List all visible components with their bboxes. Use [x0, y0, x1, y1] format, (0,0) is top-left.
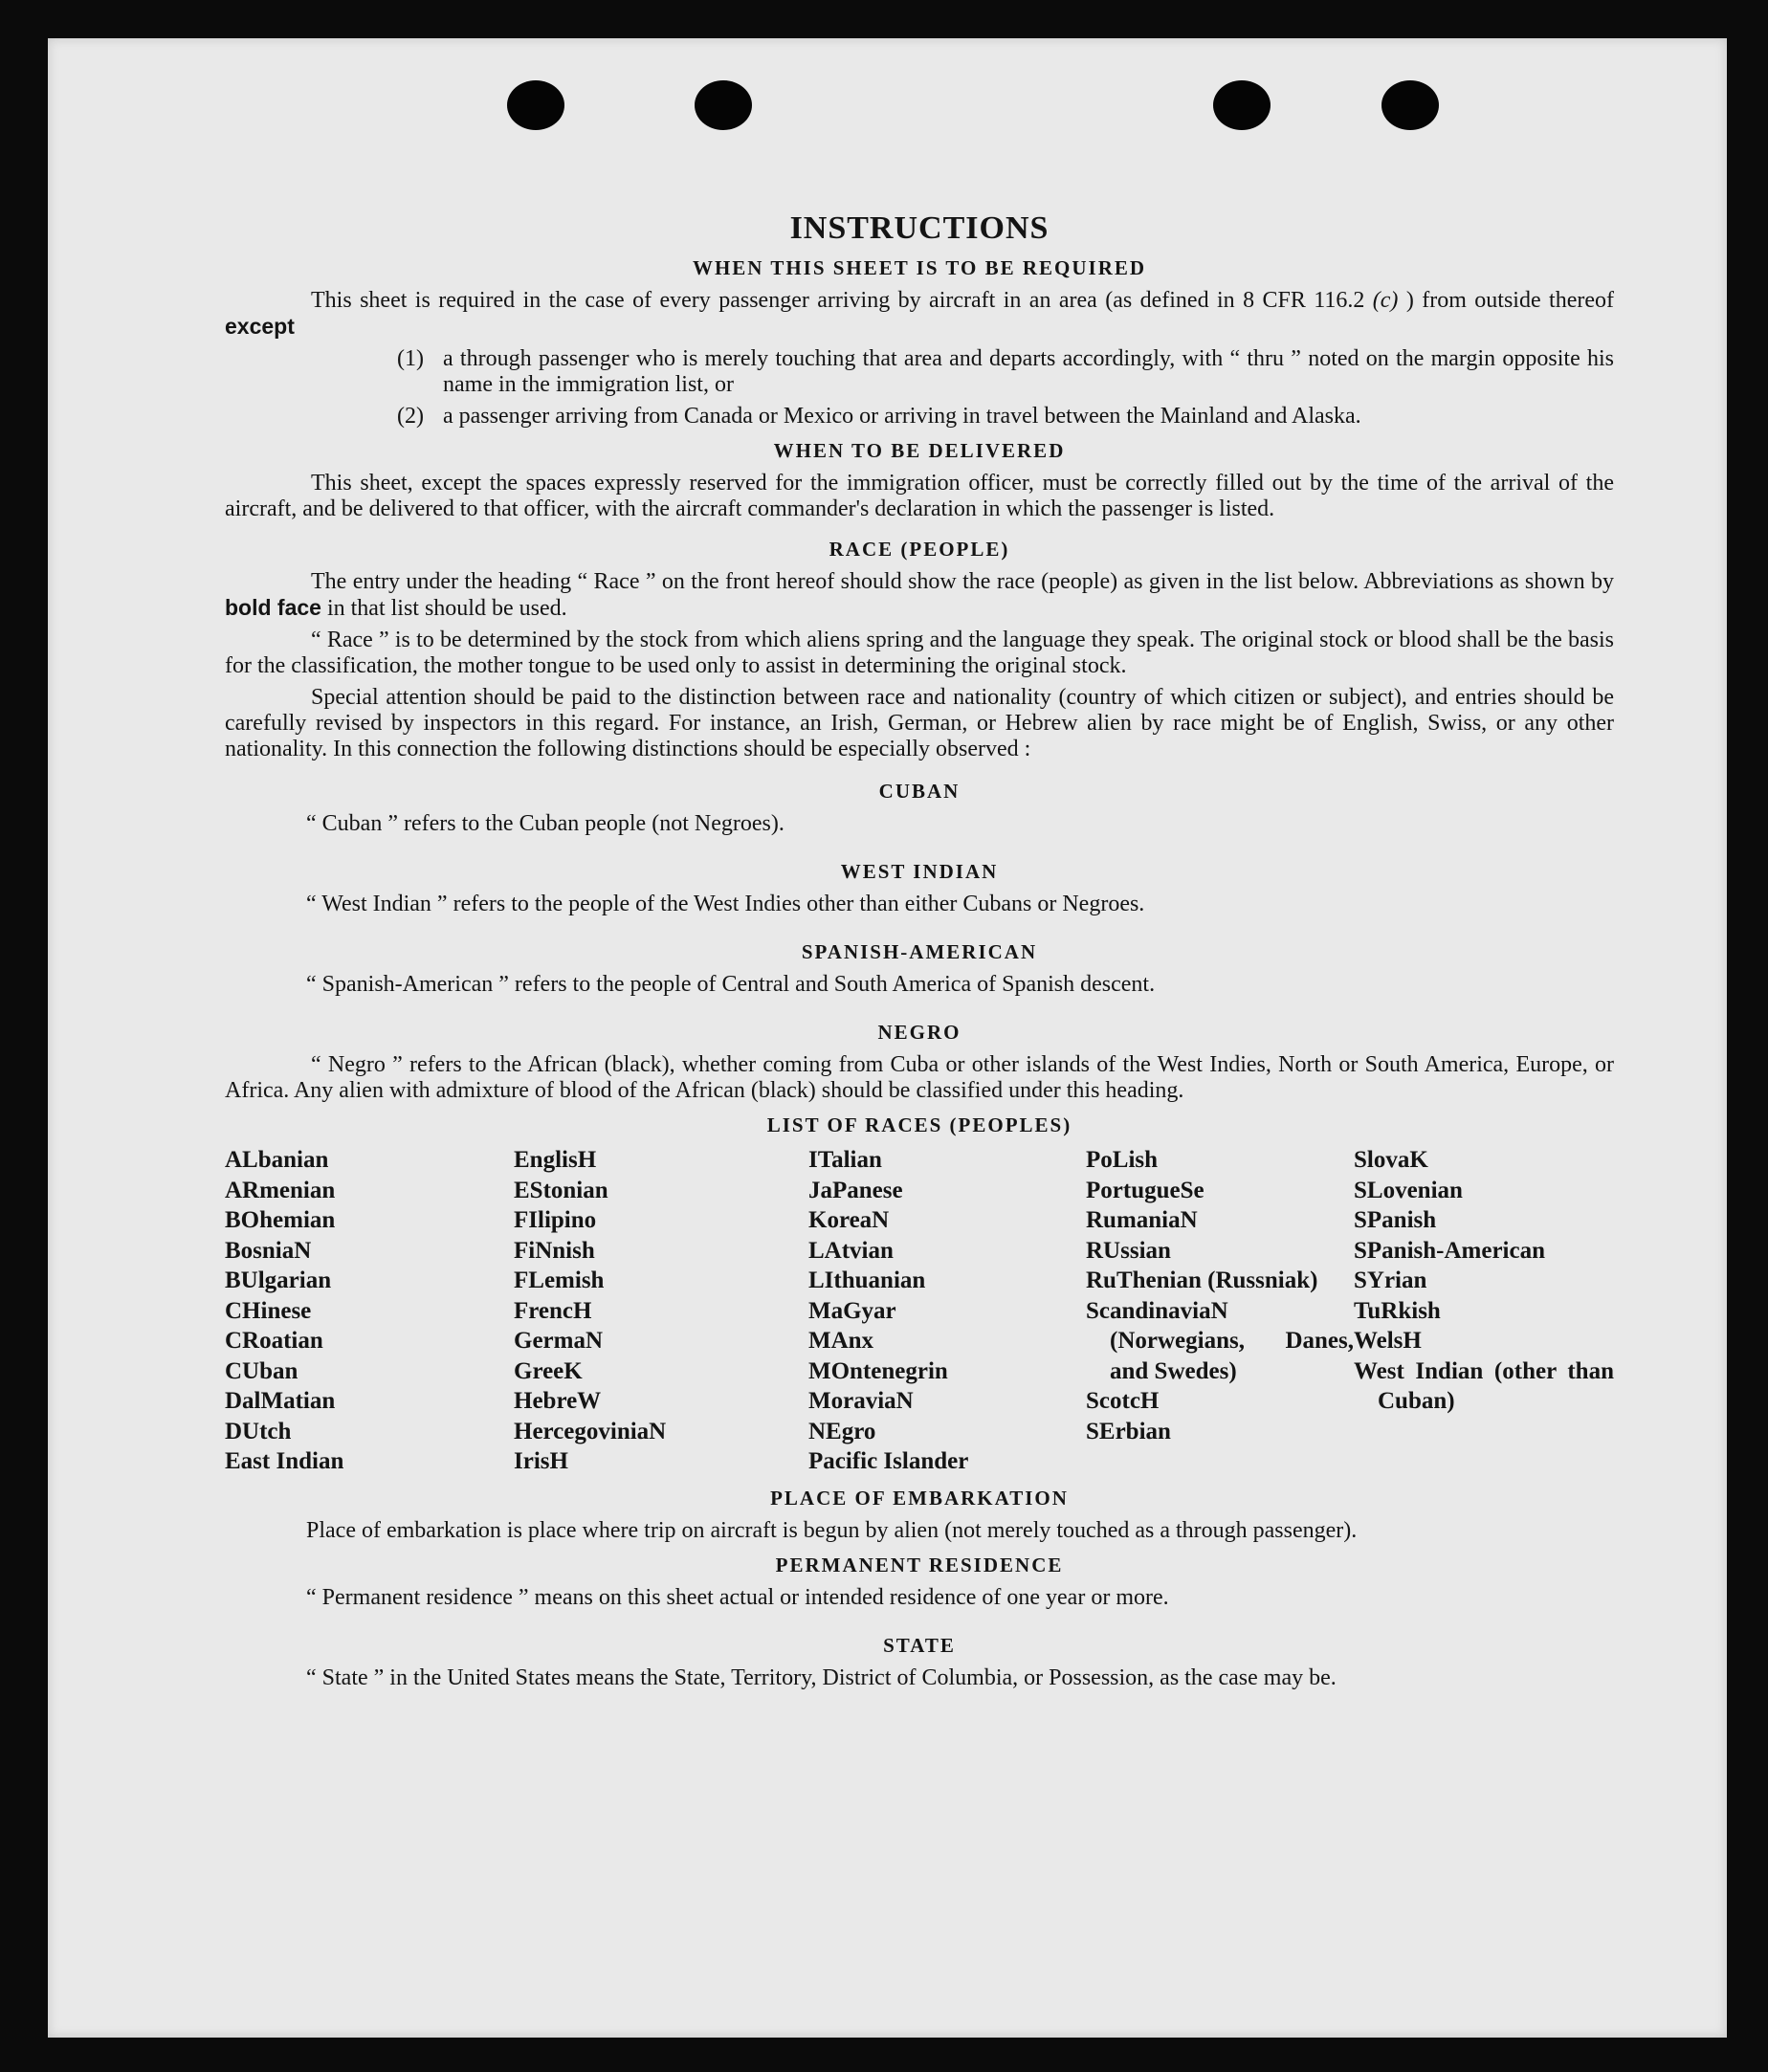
race-entry: SlovaK — [1354, 1147, 1428, 1173]
heading-spanish-american: SPANISH-AMERICAN — [801, 940, 1038, 963]
punch-hole-3 — [1213, 80, 1271, 130]
race-entry: DalMatian — [225, 1388, 336, 1414]
required-intro: This sheet is required in the case of every passenger arriving by aircraft in an area (as defined in 8 CFR 116.2 (c) ) from outside thereof except — [225, 288, 1614, 339]
punch-hole-1 — [507, 80, 564, 130]
state-text: “ State ” in the United States means the State, Territory, District of Columbia, or Possession, as the case may be. — [306, 1664, 1337, 1690]
race-entry: SPanish-American — [1354, 1237, 1545, 1264]
heading-state: STATE — [883, 1633, 956, 1657]
races-column-4 — [1086, 1145, 1354, 1477]
race-entry: FiNnish — [514, 1237, 595, 1264]
race-entry: JaPanese — [808, 1177, 903, 1203]
heading-race: RACE (PEOPLE) — [829, 538, 1010, 561]
race-entry: Pacific Islander — [808, 1448, 969, 1474]
race-entry: RuThenian (Russniak) — [1086, 1267, 1318, 1293]
race-entry: RUssian — [1086, 1237, 1171, 1264]
race-entry: East Indian — [225, 1448, 344, 1474]
race-entry: PoLish — [1086, 1147, 1159, 1173]
cuban-text: “ Cuban ” refers to the Cuban people (not Negroes). — [306, 811, 785, 836]
heading-races-list: LIST OF RACES (PEOPLES) — [766, 1113, 1072, 1136]
negro-text: “ Negro ” refers to the African (black), whether coming from Cuba or other islands of the West Indies, North or South America, Europe, or Africa. Any alien with admixture of blood of the African (black) should be classified under this heading. — [225, 1052, 1614, 1103]
race-paragraph-3: Special attention should be paid to the distinction between race and nationality (country of which citizen or subject), and entries should be carefully revised by inspectors in this regard. For instance, an Irish, German, or Hebrew alien by race might be of English, Swiss, or any other nationality. In this connection the following distinctions should be especially observed : — [225, 685, 1614, 761]
heading-required: WHEN THIS SHEET IS TO BE REQUIRED — [692, 256, 1147, 279]
punch-hole-4 — [1381, 80, 1439, 130]
race-entry: SPanish — [1354, 1207, 1437, 1233]
punch-hole-2 — [695, 80, 752, 130]
race-entry: RumaniaN — [1086, 1207, 1198, 1233]
race-entry: CHinese — [225, 1297, 312, 1324]
embarkation-text: Place of embarkation is place where trip on aircraft is begun by alien (not merely touched as a through passenger). — [306, 1517, 1358, 1543]
race-paragraph-2: “ Race ” is to be determined by the stock from which aliens spring and the language they speak. The original stock or blood shall be the basis for the classification, the mother tongue to be used only to assist in determining the original stock. — [225, 628, 1614, 678]
heading-west-indian: WEST INDIAN — [840, 860, 999, 883]
heading-cuban: CUBAN — [878, 780, 961, 803]
race-entry: GermaN — [514, 1328, 604, 1354]
races-column-2 — [514, 1145, 808, 1477]
race-entry: KoreaN — [808, 1207, 890, 1233]
races-column-5 — [1354, 1145, 1614, 1477]
race-entry: TuRkish — [1354, 1297, 1441, 1324]
race-entry: SYrian — [1354, 1267, 1427, 1293]
race-entry: ALbanian — [225, 1147, 329, 1173]
race-entry: ScandinaviaN (Norwegians, Danes, and Swedes) — [1086, 1297, 1354, 1384]
heading-delivered: WHEN TO BE DELIVERED — [773, 439, 1066, 462]
race-entry: IrisH — [514, 1448, 568, 1474]
race-entry: CRoatian — [225, 1328, 323, 1354]
race-entry: EStonian — [514, 1177, 608, 1203]
race-entry: MAnx — [808, 1328, 874, 1354]
delivered-text: This sheet, except the spaces expressly reserved for the immigration officer, must be correctly filled out by the time of the arrival of the aircraft, and be delivered to that officer, with the aircraft commander's declaration in which the passenger is listed. — [225, 471, 1614, 521]
races-column-1 — [225, 1145, 514, 1477]
race-entry: MOntenegrin — [808, 1357, 948, 1384]
spanish-american-text: “ Spanish-American ” refers to the people of Central and South America of Spanish descent. — [306, 972, 1156, 997]
race-entry: FLemish — [514, 1267, 605, 1293]
exception-item: (2) a passenger arriving from Canada or Mexico or arriving in travel between the Mainland and Alaska. — [397, 404, 1361, 429]
races-column-3 — [808, 1145, 1086, 1477]
race-entry: BosniaN — [225, 1237, 312, 1264]
races-list — [225, 1145, 1614, 1477]
exception-item: (1) a through passenger who is merely touching that area and departs accordingly, with “ thru ” noted on the margin opposite his name in the immigration list, or — [397, 346, 1614, 397]
race-entry: ARmenian — [225, 1177, 336, 1203]
race-entry: HebreW — [514, 1388, 602, 1414]
race-entry: FIlipino — [514, 1207, 597, 1233]
race-entry: GreeK — [514, 1357, 583, 1384]
race-entry: MoraviaN — [808, 1388, 914, 1414]
race-entry: CUban — [225, 1357, 298, 1384]
race-entry: DUtch — [225, 1418, 292, 1444]
race-entry: BUlgarian — [225, 1267, 332, 1293]
race-entry: MaGyar — [808, 1297, 896, 1324]
race-entry: BOhemian — [225, 1207, 336, 1233]
race-entry: HercegoviniaN — [514, 1418, 667, 1444]
west-indian-text: “ West Indian ” refers to the people of the West Indies other than either Cubans or Negroes. — [306, 892, 1145, 916]
document-page — [48, 38, 1727, 2038]
race-entry: ITalian — [808, 1147, 882, 1173]
race-paragraph-1: The entry under the heading “ Race ” on the front hereof should show the race (people) as given in the list below. Abbreviations as shown by bold face in that list should be used. — [225, 569, 1614, 621]
heading-residence: PERMANENT RESIDENCE — [775, 1553, 1064, 1576]
heading-embarkation: PLACE OF EMBARKATION — [770, 1486, 1069, 1510]
document-content — [225, 210, 1614, 1691]
race-entry: LIthuanian — [808, 1267, 926, 1293]
race-entry: SErbian — [1086, 1418, 1171, 1444]
race-entry: EnglisH — [514, 1147, 597, 1173]
race-entry: LAtvian — [808, 1237, 894, 1264]
race-entry: PortugueSe — [1086, 1177, 1204, 1203]
race-entry: NEgro — [808, 1418, 876, 1444]
residence-text: “ Permanent residence ” means on this sheet actual or intended residence of one year or more. — [306, 1584, 1169, 1610]
page-title: INSTRUCTIONS — [789, 210, 1050, 246]
race-entry: SLovenian — [1354, 1177, 1463, 1203]
race-entry: West Indian (other than Cuban) — [1354, 1357, 1614, 1414]
race-entry: ScotcH — [1086, 1388, 1160, 1414]
race-entry: WelsH — [1354, 1328, 1422, 1354]
race-entry: FrencH — [514, 1297, 592, 1324]
heading-negro: NEGRO — [877, 1021, 961, 1044]
